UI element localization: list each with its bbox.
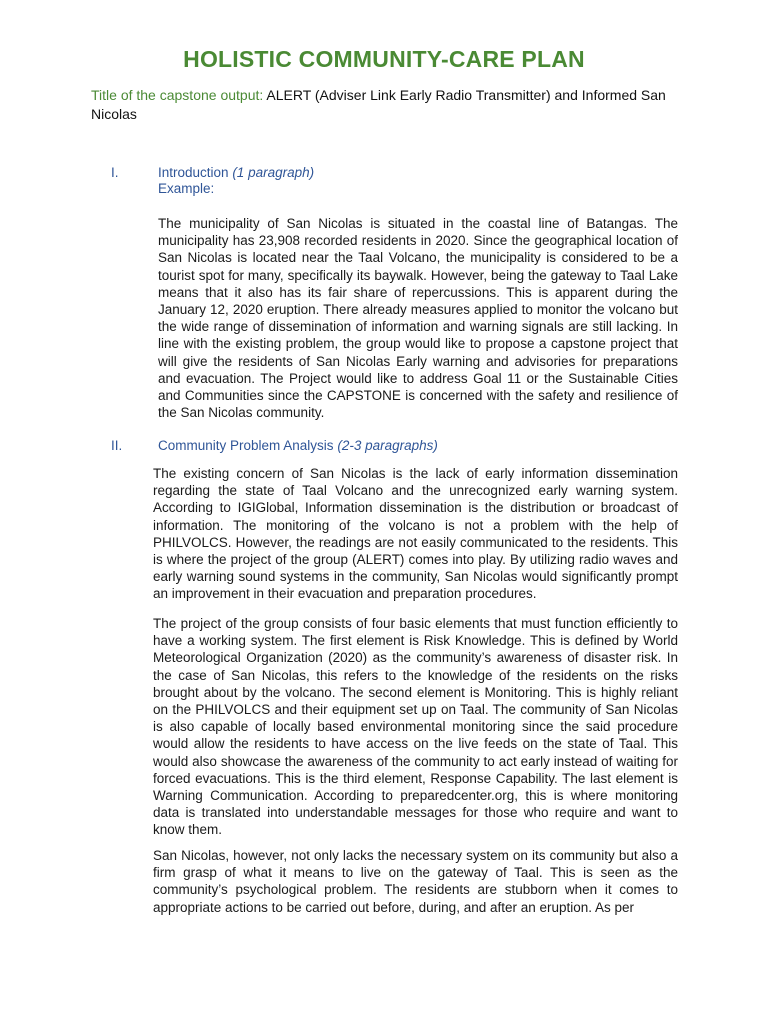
section-title-text: Community Problem Analysis — [158, 438, 334, 453]
problem-analysis-paragraph-2: The project of the group consists of four basic elements that must function efficiently to have a working system. The first element is Risk Knowledge. This is defined by World Meteorological Organization (2020) as the community’s awareness of disaster risk. In the case of San Nicolas, this refers to the knowledge of the residents on the risks brought about by the volcano. The second element is Monitoring. This is highly reliant on the PHILVOLCS and their equipment set up on Taal. The community of San Nicolas is also capable of locally based environmental monitoring since the said procedure would allow the residents to have access on the live feeds on the state of Taal. This would also showcase the awareness of the community to act early instead of waiting for forced evacuations. This is the third element, Response Capability. The last element is Warning Communication. According to preparedcenter.org, this is where monitoring data is translated into understandable messages for those who require and want to know them. — [153, 616, 678, 838]
section-title — [158, 437, 438, 454]
section-note: (2-3 paragraphs) — [337, 438, 438, 453]
capstone-label: Title of the capstone output: — [91, 87, 264, 103]
problem-analysis-paragraph-1: The existing concern of San Nicolas is the lack of early information dissemination regarding the state of Taal Volcano and the unrecognized early warning system. According to IGIGlobal, Information dissemination is the distribution or broadcast of information. The monitoring of the volcano is not a problem with the help of PHILVOLCS. However, the readings are not easily communicated to the residents. This is where the project of the group (ALERT) comes into play. By utilizing radio waves and early warning sound systems in the community, San Nicolas would significantly prompt an improvement in their evacuation and preparation procedures. — [153, 466, 678, 602]
problem-analysis-paragraph-3: San Nicolas, however, not only lacks the necessary system on its community but also a firm grasp of what it means to live on the gateway of Taal. This is seen as the community’s psychological problem. The residents are stubborn when it comes to appropriate actions to be carried out before, during, and after an eruption. As per — [153, 848, 678, 915]
section-number: I. — [111, 165, 119, 180]
introduction-paragraph: The municipality of San Nicolas is situated in the coastal line of Batangas. The municipality has 23,908 recorded residents in 2020. Since the geographical location of San Nicolas is located near the Taal Volcano, the municipality is considered to be a tourist spot for many, specifically its baywalk. However, being the gateway to Taal Lake means that it also has its fair share of repercussions. This is apparent during the January 12, 2020 eruption. There already measures applied to monitor the volcano but the wide range of dissemination of information and warning signals are still lacking. In line with the existing problem, the group would like to propose a capstone project that will give the residents of San Nicolas Early warning and advisories for preparations and evacuation. The Project would like to address Goal 11 or the Sustainable Cities and Communities since the CAPSTONE is concerned with the safety and resilience of the San Nicolas community. — [158, 216, 678, 421]
section-number: II. — [111, 438, 123, 453]
document-title: HOLISTIC COMMUNITY-CARE PLAN — [183, 46, 585, 72]
section-heading-introduction — [111, 164, 711, 181]
section-title-text: Introduction — [158, 165, 229, 180]
capstone-title-line — [91, 86, 681, 124]
capstone-value: ALERT (Adviser Link Early Radio Transmitter) and Informed San Nicolas — [91, 87, 666, 122]
section-title — [158, 164, 314, 181]
section-note: (1 paragraph) — [232, 165, 315, 180]
example-label: Example: — [158, 181, 215, 196]
section-heading-problem-analysis — [111, 437, 711, 454]
